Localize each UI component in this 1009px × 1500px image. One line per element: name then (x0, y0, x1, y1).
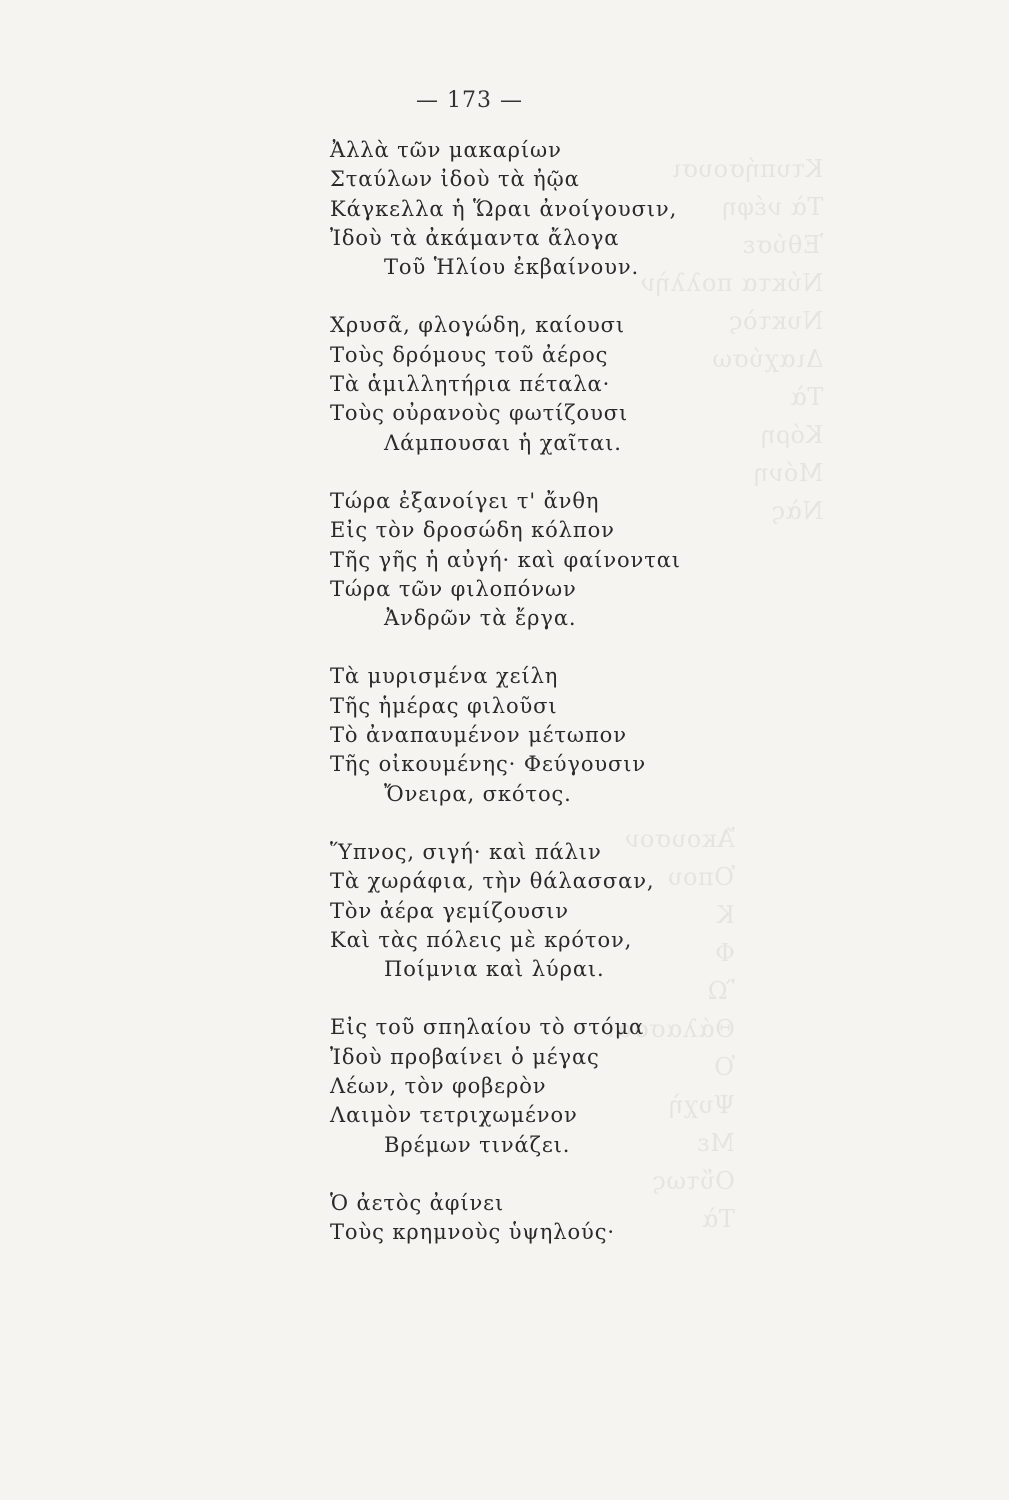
poem-line: Τώρα ἐξανοίγει τ' ἄνθη (330, 488, 600, 513)
poem-line: Ὁ ἀετὸς ἀφίνει (330, 1190, 505, 1215)
poem-line: Καὶ τὰς πόλεις μὲ κρότον, (330, 927, 633, 952)
poem-line: Τὸν ἀέρα γεμίζουσιν (330, 898, 569, 923)
stanza (330, 1013, 750, 1159)
stanza (330, 487, 750, 633)
show-through-text-decoration-lower: Ἄκουσον Ὁπου Κ Φ Ὢ Θάλασσαν Ὁ Ψυχὴ Με Οὕτως Τὰ (600, 825, 735, 1233)
poem-line: Λάμπουσαι ἡ χαῖται. (384, 430, 622, 455)
poem-line: Τοὺς οὐρανοὺς φωτίζουσι (330, 401, 629, 426)
poem-line: Λέων, τὸν φοβερὸν (330, 1074, 547, 1099)
poem-line: Τὰ χωράφια, τὴν θάλασσαν, (330, 869, 655, 894)
poem-line: Χρυσᾶ, φλογώδη, καίουσι (330, 313, 626, 338)
poem-line: Εἰς τοῦ σπηλαίου τὸ στόμα (330, 1015, 645, 1040)
poem-line: Ἰδοὺ τὰ ἀκάμαντα ἄλογα (330, 225, 620, 250)
poem-line: Τῆς γῆς ἡ αὐγή· καὶ φαίνονται (330, 547, 681, 572)
poem-line: Ὕπνος, σιγή· καὶ πάλιν (330, 839, 602, 864)
stanza (330, 311, 750, 457)
poem-line: Σταύλων ἰδοὺ τὰ ἠῷα (330, 167, 580, 192)
poem-line: Ποίμνια καὶ λύραι. (384, 957, 605, 982)
poem-line: Τῆς οἰκουμένης· Φεύγουσιν (330, 752, 647, 777)
poem-line: Βρέμων τινάζει. (384, 1132, 571, 1157)
stanza (330, 1189, 750, 1248)
stanza (330, 136, 750, 282)
poem-line: Κάγκελλα ἡ Ὥραι ἀνοίγουσιν, (330, 196, 678, 221)
poem-line: Τὸ ἀναπαυμένον μέτωπον (330, 723, 627, 748)
stanza (330, 838, 750, 984)
poem-line: Ἰδοὺ προβαίνει ὁ μέγας (330, 1044, 600, 1069)
poem-line: Τοὺς δρόμους τοῦ ἀέρος (330, 342, 609, 367)
poem-line: Τῆς ἡμέρας φιλοῦσι (330, 693, 558, 718)
poem-line: Τοῦ Ἡλίου ἐκβαίνουν. (384, 255, 640, 280)
poem-line: Λαιμὸν τετριχωμένον (330, 1103, 578, 1128)
show-through-text-decoration: Κτυπήσουσι Τὰ νέφη Ἐθύσε Νύκτα πολλὴν Νυκτὸς Διαχύσω Τὰ Κόρη Μόνη Νὰς (640, 155, 824, 525)
poem-line: Ἀνδρῶν τὰ ἔργα. (384, 606, 577, 631)
poem-line: Τοὺς κρημνοὺς ὑψηλούς· (330, 1220, 615, 1245)
poem-line: Τώρα τῶν φιλοπόνων (330, 576, 577, 601)
poem-line: Εἰς τὸν δροσώδη κόλπον (330, 518, 615, 543)
poem-line: Τὰ μυρισμένα χείλη (330, 664, 559, 689)
stanza (330, 662, 750, 808)
poem-line: Ὄνειρα, σκότος. (384, 781, 572, 806)
page-number: — 173 — (416, 88, 523, 113)
poem-line: Ἀλλὰ τῶν μακαρίων (330, 138, 562, 162)
poem-body (330, 136, 750, 1277)
poem-line: Τὰ ἁμιλλητήρια πέταλα· (330, 372, 611, 397)
